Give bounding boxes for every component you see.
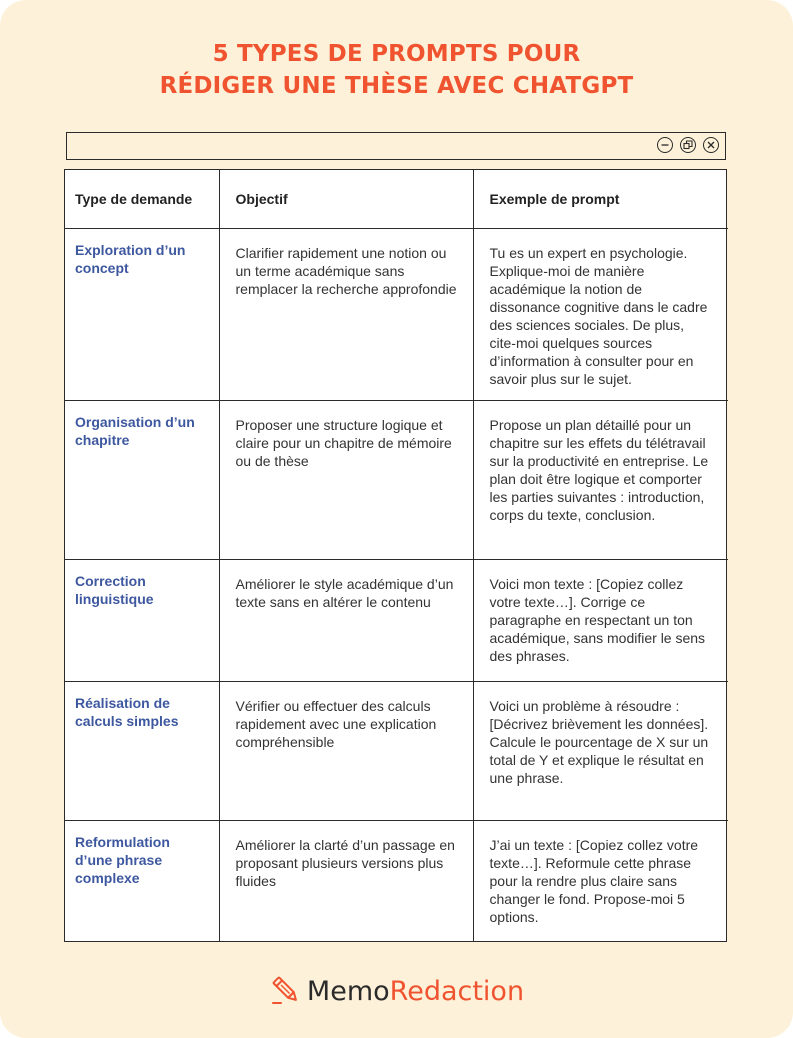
table-row [65,401,728,560]
pencil-logo-icon [269,973,303,1012]
header-exemple-de-prompt: Exemple de prompt [473,170,728,229]
memoredaction-logo [0,968,793,1016]
header-objectif: Objectif [219,170,473,229]
row-type: Organisation d’un chapitre [65,401,219,560]
row-objectif: Vérifier ou effectuer des calculs rapidement avec une explication compréhensible [219,682,473,821]
minimize-icon[interactable] [657,137,673,153]
table-header-row [65,170,728,229]
logo-text-redaction: Redaction [389,976,525,1007]
logo-wordmark [307,968,524,1016]
table-row [65,821,728,941]
logo-text-memo: Memo [306,976,390,1007]
row-exemple: Voici mon texte : [Copiez collez votre texte…]. Corrige ce paragraphe en respectant un ton académique, sans modifier le sens des phrases. [473,560,728,682]
title-line-1: 5 TYPES DE PROMPTS POUR [212,41,581,67]
row-objectif: Clarifier rapidement une notion ou un terme académique sans remplacer la recherche approfondie [219,229,473,401]
row-objectif: Proposer une structure logique et claire pour un chapitre de mémoire ou de thèse [219,401,473,560]
page-title [0,38,793,102]
row-type: Reformulation d’une phrase complexe [65,821,219,941]
row-type: Réalisation de calculs simples [65,682,219,821]
prompt-types-table [64,169,727,942]
table-row [65,229,728,401]
row-exemple: Propose un plan détaillé pour un chapitre sur les effets du télétravail sur la productivité en entreprise. Le plan doit être logique et comporter les parties suivantes : introduction, corps du texte, conclusion. [473,401,728,560]
restore-icon[interactable] [680,137,696,153]
close-icon[interactable] [703,137,719,153]
title-line-2: RÉDIGER UNE THÈSE AVEC CHATGPT [159,73,634,99]
row-type: Correction linguistique [65,560,219,682]
table-row [65,682,728,821]
row-objectif: Améliorer la clarté d’un passage en proposant plusieurs versions plus fluides [219,821,473,941]
table-row [65,560,728,682]
row-exemple: J’ai un texte : [Copiez collez votre texte…]. Reformule cette phrase pour la rendre plus claire sans changer le fond. Propose-moi 5 options. [473,821,728,941]
row-objectif: Améliorer le style académique d’un texte sans en altérer le contenu [219,560,473,682]
row-exemple: Voici un problème à résoudre : [Décrivez brièvement les données]. Calcule le pourcentage de X sur un total de Y et explique le résultat en une phrase. [473,682,728,821]
window-controls [657,137,719,153]
row-exemple: Tu es un expert en psychologie. Explique-moi de manière académique la notion de dissonance cognitive dans le cadre des sciences sociales. De plus, cite-moi quelques sources d’information à consulter pour en savoir plus sur le sujet. [473,229,728,401]
window-title-bar [66,132,726,160]
header-type-de-demande: Type de demande [65,170,219,229]
row-type: Exploration d’un concept [65,229,219,401]
